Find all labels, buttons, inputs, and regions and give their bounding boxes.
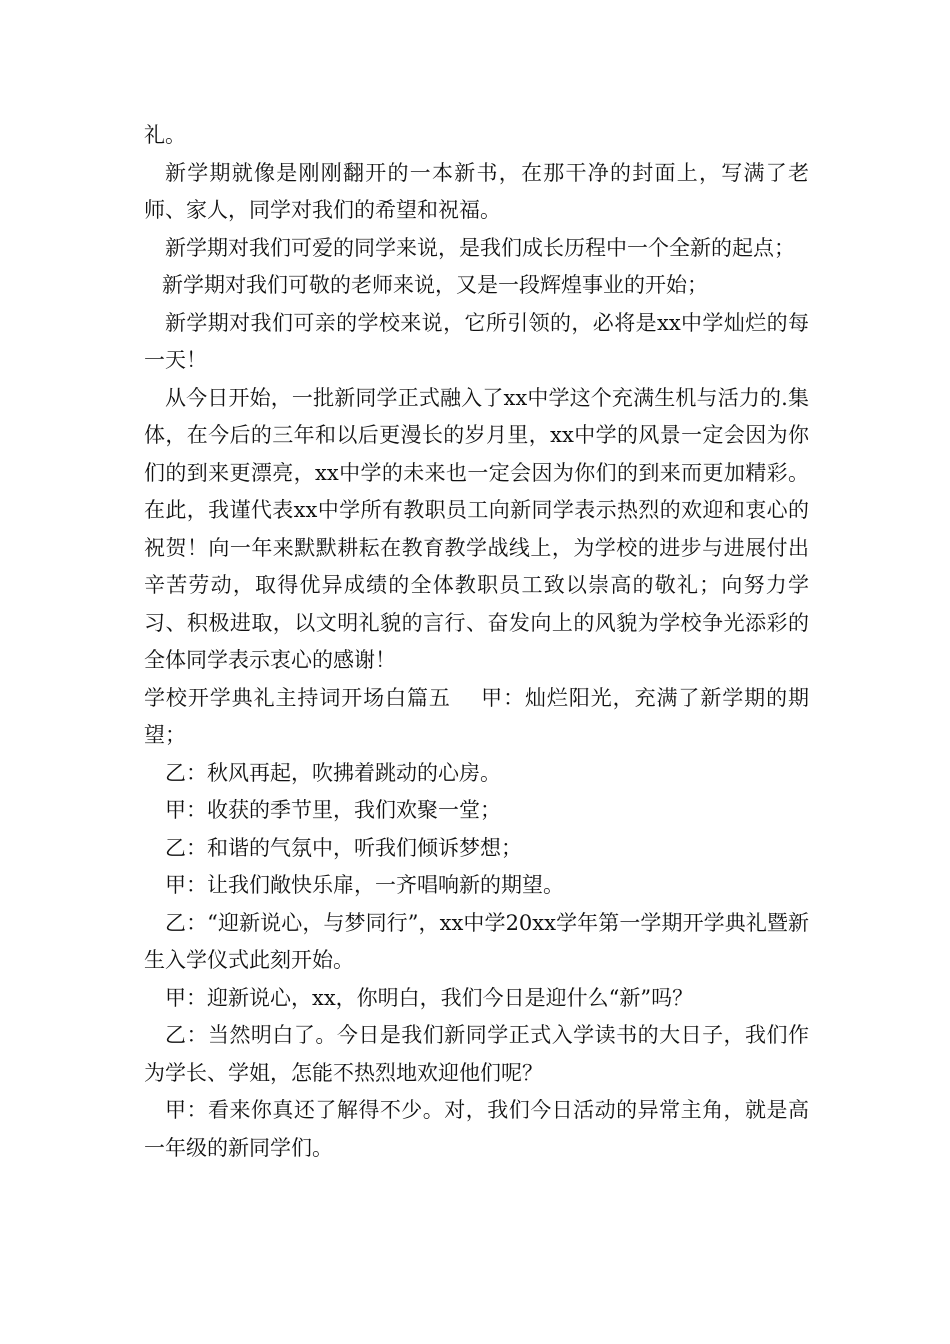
paragraph-7-section-heading: 学校开学典礼主持词开场白篇五 甲：灿烂阳光，充满了新学期的期望； <box>144 685 809 747</box>
paragraph-1: 礼。 <box>144 123 186 147</box>
paragraph-12: 乙：“迎新说心，与梦同行”，xx中学20xx学年第一学期开学典礼暨新生入学仪式此刻开始。 <box>144 910 809 972</box>
paragraph-10: 乙：和谐的气氛中，听我们倾诉梦想； <box>165 835 522 860</box>
document-body <box>144 117 809 1167</box>
paragraph-2: 新学期就像是刚刚翻开的一本新书，在那干净的封面上，写满了老师、家人，同学对我们的希望和祝福。 <box>144 160 809 222</box>
paragraph-6: 从今日开始，一批新同学正式融入了xx中学这个充满生机与活力的.集体，在今后的三年和以后更漫长的岁月里，xx中学的风景一定会因为你们的到来更漂亮，xx中学的未来也一定会因为你们的到来而更加精彩。在此，我谨代表xx中学所有教职员工向新同学表示热烈的欢迎和衷心的祝贺！向一年来默默耕耘在教育教学战线上，为学校的进步与进展付出辛苦劳动，取得优异成绩的全体教职员工致以崇高的敬礼；向努力学习、积极进取，以文明礼貌的言行、奋发向上的风貌为学校争光添彩的全体同学表示衷心的感谢！ <box>144 385 809 672</box>
paragraph-13: 甲：迎新说心，xx，你明白，我们今日是迎什么“新”吗？ <box>165 985 694 1010</box>
paragraph-3: 新学期对我们可爱的同学来说，是我们成长历程中一个全新的起点； <box>165 235 795 260</box>
paragraph-8: 乙：秋风再起，吹拂着跳动的心房。 <box>165 760 501 785</box>
paragraph-11: 甲：让我们敞快乐扉，一齐唱响新的期望。 <box>165 873 564 897</box>
paragraph-4: 新学期对我们可敬的老师来说，又是一段辉煌事业的开始； <box>162 273 708 297</box>
paragraph-5: 新学期对我们可亲的学校来说，它所引领的，必将是xx中学灿烂的每一天！ <box>144 310 809 372</box>
paragraph-14: 乙：当然明白了。今日是我们新同学正式入学读书的大日子，我们作为学长、学姐，怎能不热烈地欢迎他们呢？ <box>144 1023 809 1085</box>
paragraph-15: 甲：看来你真还了解得不少。对，我们今日活动的异常主角，就是高一年级的新同学们。 <box>144 1098 809 1160</box>
paragraph-9: 甲：收获的季节里，我们欢聚一堂； <box>165 798 501 822</box>
